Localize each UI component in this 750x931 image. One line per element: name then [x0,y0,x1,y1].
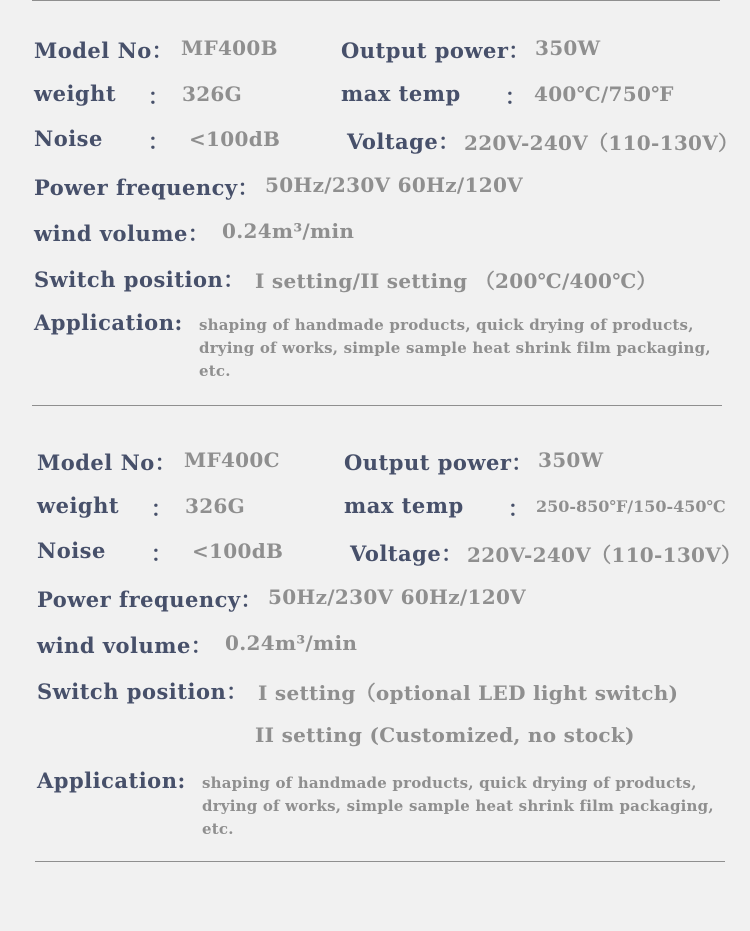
weight-value: 326G [185,494,246,518]
power-frequency-label: Power frequency： [34,175,260,200]
model-value: MF400B [181,36,278,60]
wind-volume-value: 0.24m³/min [222,219,355,243]
max-temp-value: 400℃/750℉ [534,82,674,106]
voltage-value: 220V-240V（110-130V） [467,543,742,567]
weight-value: 326G [182,82,243,106]
wind-volume-value: 0.24m³/min [225,631,358,655]
weight-label: weight [37,493,120,518]
output-power-label: Output power： [344,450,533,475]
max-temp-colon: ： [505,84,527,109]
noise-colon: ： [151,541,173,566]
top-divider [32,0,720,1]
power-frequency-value: 50Hz/230V 60Hz/120V [268,585,526,609]
voltage-value: 220V-240V（110-130V） [464,131,739,155]
switch-position-label: Switch position： [34,267,245,292]
power-frequency-label: Power frequency： [37,587,263,612]
max-temp-colon: ： [508,496,530,521]
switch-position-value: I setting/II setting （200℃/400℃） [255,269,657,293]
wind-volume-label: wind volume： [37,633,213,658]
middle-divider [32,405,722,406]
voltage-label: Voltage： [347,129,460,154]
voltage-label: Voltage： [350,541,463,566]
wind-volume-label: wind volume： [34,221,210,246]
output-power-label: Output power： [341,38,530,63]
application-line-1: shaping of handmade products, quick drying of products, [202,774,697,792]
application-line-2: drying of works, simple sample heat shrink film packaging, [202,797,714,815]
weight-label: weight [34,81,117,106]
bottom-divider [35,861,725,862]
power-frequency-value: 50Hz/230V 60Hz/120V [265,173,523,197]
weight-colon: ： [151,496,173,521]
switch-position-label: Switch position： [37,679,248,704]
application-line-2: drying of works, simple sample heat shrink film packaging, [199,339,711,357]
switch-position-value-2: II setting (Customized, no stock) [255,723,635,747]
noise-label: Noise [37,538,106,563]
application-label: Application: [34,310,183,335]
weight-colon: ： [148,84,170,109]
model-label: Model No： [34,38,174,63]
noise-value: <100dB [189,127,281,151]
output-power-value: 350W [538,448,604,472]
application-line-3: etc. [202,820,234,838]
application-label: Application: [37,768,186,793]
noise-colon: ： [148,129,170,154]
max-temp-label: max temp [344,493,464,518]
max-temp-value: 250-850℉/150-450℃ [536,497,726,516]
noise-value: <100dB [192,539,284,563]
max-temp-label: max temp [341,81,461,106]
model-label: Model No： [37,450,177,475]
output-power-value: 350W [535,36,601,60]
application-line-1: shaping of handmade products, quick drying of products, [199,316,694,334]
application-line-3: etc. [199,362,231,380]
model-value: MF400C [184,448,280,472]
noise-label: Noise [34,126,103,151]
switch-position-value-1: I setting（optional LED light switch) [258,681,679,705]
